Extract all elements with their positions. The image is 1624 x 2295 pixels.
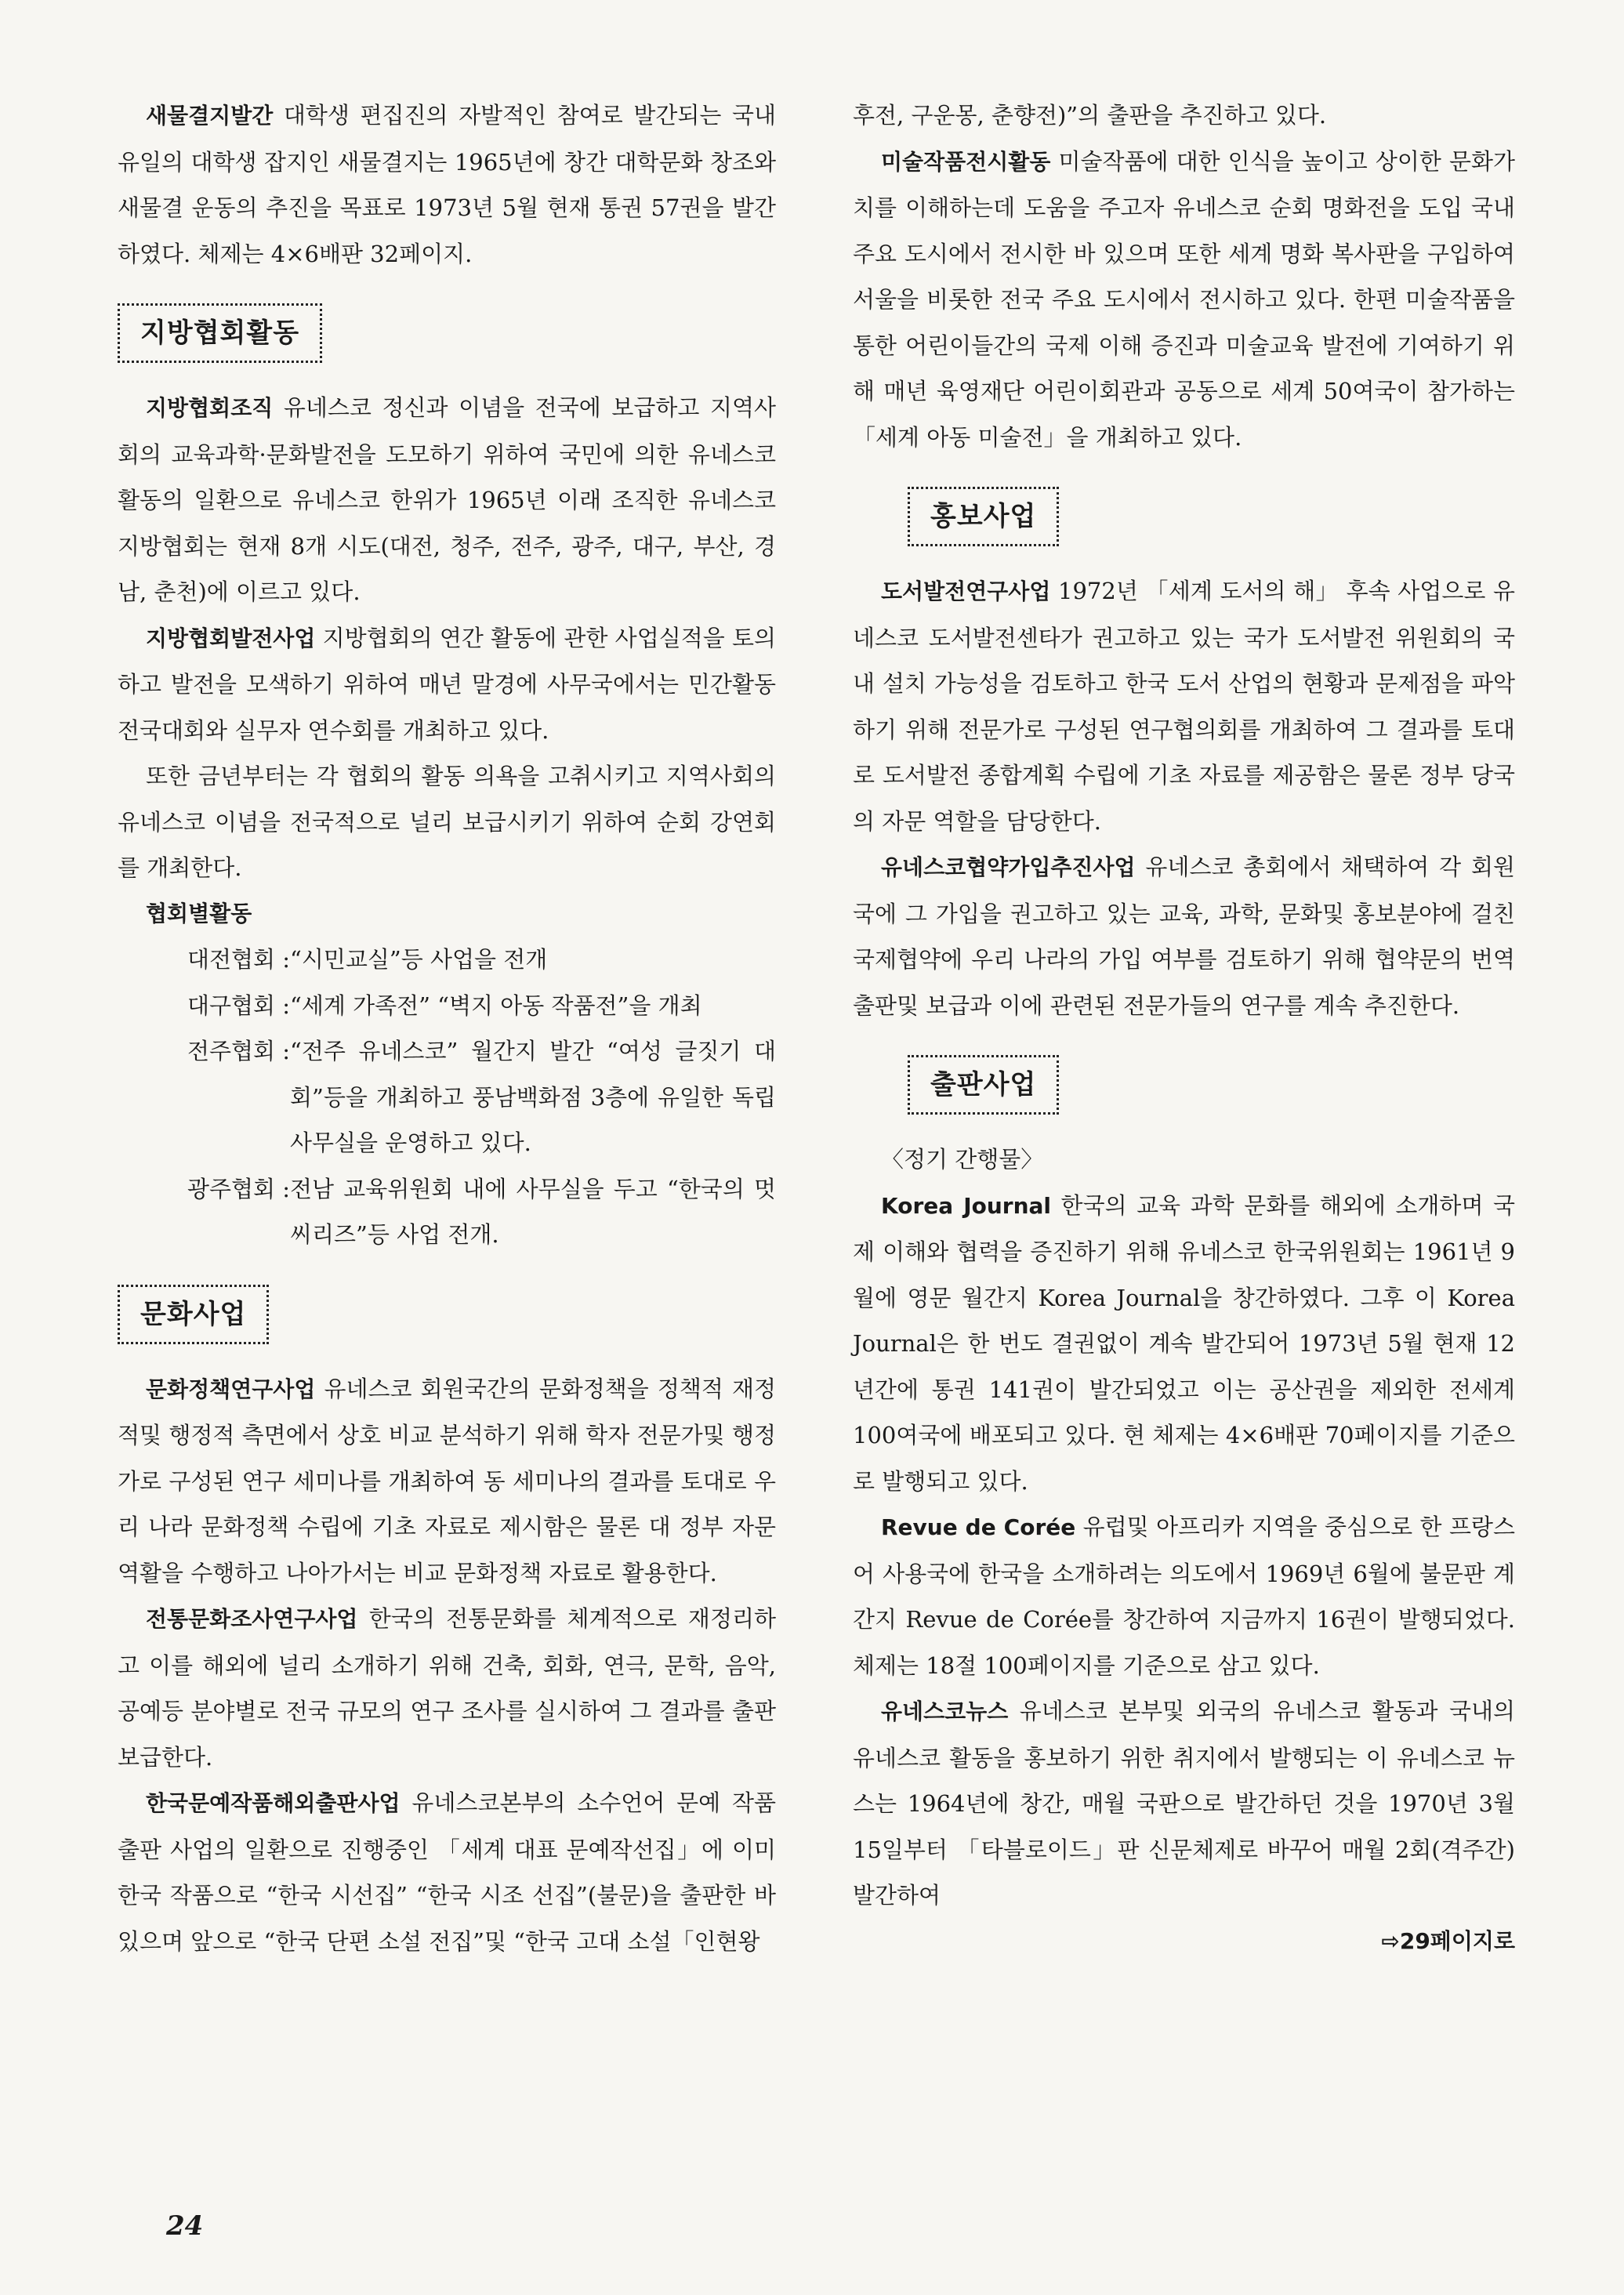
sub-heading: 협회별활동 — [146, 900, 252, 926]
continued-note: ⇨29페이지로 — [1381, 1927, 1515, 1954]
paragraph: 후전, 구운몽, 춘향전)”의 출판을 추진하고 있다. — [853, 102, 1327, 129]
paragraph-title: 유네스코뉴스 — [881, 1699, 1009, 1724]
paragraph: 전통문화조사연구사업 한국의 전통문화를 체계적으로 재정리하고 이를 해외에 널리 소개하기 위해 건축, 회화, 연극, 문학, 음악, 공예등 분야별로 전국 규모의 연구 조사를 실시하여 그 결과를 출판 보급한다. — [118, 1605, 776, 1771]
paragraph: 문화정책연구사업 유네스코 회원국간의 문화정책을 정책적 재정적및 행정적 측면에서 상호 비교 분석하기 위해 학자 전문가및 행정가로 구성된 연구 세미나를 개최하여 동 세미나의 결과를 토대로 우리 나라 문화정책 수립에 기초 자료로 제시함은 물론 대 정부 자문역활을 수행하고 나아가서는 비교 문화정책 자료로 활용한다. — [118, 1375, 776, 1586]
paragraph: 유네스코협약가입추진사업 유네스코 총회에서 채택하여 각 회원국에 그 가입을 권고하고 있는 교육, 과학, 문화및 홍보분야에 걸친 국제협약에 우리 나라의 가입 여부를 검토하기 위해 협약문의 번역 출판및 보급과 이에 관련된 전문가들의 연구를 계속 추진한다. — [853, 854, 1515, 1019]
section-heading-wrap — [118, 1258, 776, 1366]
paragraph: 또한 금년부터는 각 협회의 활동 의욕을 고취시키고 지역사회의 유네스코 이념을 전국적으로 널리 보급시키기 위하여 순회 강연회를 개최한다. — [118, 763, 776, 881]
paragraph: 새물결지발간 대학생 편집진의 자발적인 참여로 발간되는 국내 유일의 대학생 잡지인 새물결지는 1965년에 창간 대학문화 창조와 새물결 운동의 추진을 목표로 1973년 5월 현재 통권 57권을 발간하였다. 체제는 4×6배판 32페이지. — [118, 102, 776, 267]
paragraph-title: 문화정책연구사업 — [146, 1376, 316, 1402]
association-row: 광주협회 : 전남 교육위원회 내에 사무실을 두고 “한국의 멋 씨리즈”등 사업 전개. — [187, 1175, 776, 1248]
association-row: 대전협회 : “시민교실”등 사업을 전개 — [187, 946, 548, 973]
section-heading-wrap — [118, 277, 776, 385]
paragraph: 한국문예작품해외출판사업 유네스코본부의 소수언어 문예 작품 출판 사업의 일환으로 진행중인 「세계 대표 문예작선집」에 이미 한국 작품으로 “한국 시선집” “한국 시조 선집”(불문)을 출판한 바 있으며 앞으로 “한국 단편 소설 전집”및 “한국 고대 소설「인현왕 — [118, 1789, 776, 1955]
association-row: 전주협회 : “전주 유네스코” 월간지 발간 “여성 글짓기 대회”등을 개최하고 풍남백화점 3층에 유일한 독립 사무실을 운영하고 있다. — [187, 1038, 776, 1156]
section-heading: 지방협회활동 — [118, 303, 322, 363]
paragraph-title: 새물결지발간 — [146, 103, 274, 129]
section-heading: 출판사업 — [908, 1055, 1059, 1115]
sub-heading: 〈정기 간행물〉 — [881, 1146, 1044, 1173]
paragraph: 미술작품전시활동 미술작품에 대한 인식을 높이고 상이한 문화가치를 이해하는데 도움을 주고자 유네스코 순회 명화전을 도입 국내 주요 도시에서 전시한 바 있으며 또한 세계 명화 복사판을 구입하여 서울을 비롯한 전국 주요 도시에서 전시하고 있다. 한편 미술작품을 통한 어린이들간의 국제 이해 증진과 미술교육 발전에 기여하기 위해 매년 육영재단 어린이회관과 공동으로 세계 50여국이 참가하는「세계 아동 미술전」을 개최하고 있다. — [853, 147, 1515, 451]
right-column — [853, 92, 1515, 1964]
paragraph: Korea Journal 한국의 교육 과학 문화를 해외에 소개하며 국제 이해와 협력을 증진하기 위해 유네스코 한국위원회는 1961년 9월에 영문 월간지 Korea Journal을 창간하였다. 그후 이 Korea Journal은 한 번도 결권없이 계속 발간되어 1973년 5월 현재 12년간에 통권 141권이 발간되었고 이는 공산권을 제외한 전세계 100여국에 배포되고 있다. 현 체제는 4×6배판 70페이지를 기준으로 발행되고 있다. — [853, 1191, 1515, 1495]
paragraph-title: Revue de Corée — [881, 1514, 1076, 1540]
section-heading: 홍보사업 — [908, 487, 1059, 546]
paragraph-title: Korea Journal — [881, 1192, 1052, 1219]
paragraph-title: 전통문화조사연구사업 — [146, 1606, 358, 1632]
paragraph: 지방협회조직 유네스코 정신과 이념을 전국에 보급하고 지역사회의 교육과학·문화발전을 도모하기 위하여 국민에 의한 유네스코 활동의 일환으로 유네스코 한위가 1965년 이래 조직한 유네스코 지방협회는 현재 8개 시도(대전, 청주, 전주, 광주, 대구, 부산, 경남, 춘천)에 이르고 있다. — [118, 394, 776, 605]
paragraph-title: 미술작품전시활동 — [881, 148, 1051, 175]
paragraph-title: 한국문예작품해외출판사업 — [146, 1790, 401, 1816]
paragraph: Revue de Corée 유럽및 아프리카 지역을 중심으로 한 프랑스어 사용국에 한국을 소개하려는 의도에서 1969년 6월에 불문판 계간지 Revue de Corée를 창간하여 지금까지 16권이 발행되었다. 체제는 18절 100페이지를 기준으로 삼고 있다. — [853, 1514, 1515, 1679]
paragraph-title: 지방협회조직 — [146, 395, 274, 421]
paragraph-title: 유네스코협약가입추진사업 — [881, 854, 1136, 880]
paragraph: 지방협회발전사업 지방협회의 연간 활동에 관한 사업실적을 토의하고 발전을 모색하기 위하여 매년 말경에 사무국에서는 민간활동 전국대회와 실무자 연수회를 개최하고 있다. — [118, 624, 776, 744]
section-heading-wrap — [853, 460, 1515, 568]
paragraph: 유네스코뉴스 유네스코 본부및 외국의 유네스코 활동과 국내의 유네스코 활동을 홍보하기 위한 취지에서 발행되는 이 유네스코 뉴스는 1964년에 창간, 매월 국판으로 발간하던 것을 1970년 3월 15일부터 「타블로이드」판 신문체제로 바꾸어 매월 2회(격주간) 발간하여 — [853, 1698, 1515, 1909]
paragraph: 도서발전연구사업 1972년 「세계 도서의 해」 후속 사업으로 유네스코 도서발전센타가 권고하고 있는 국가 도서발전 위원회의 국내 설치 가능성을 검토하고 한국 도서 산업의 현황과 문제점을 파악하기 위해 전문가로 구성된 연구협의회를 개최하여 그 결과를 토대로 도서발전 종합계획 수립에 기초 자료를 제공함은 물론 정부 당국의 자문 역할을 담당한다. — [853, 578, 1515, 835]
section-heading: 문화사업 — [118, 1285, 269, 1344]
page-number: 24 — [166, 2210, 204, 2242]
paragraph-title: 지방협회발전사업 — [146, 625, 316, 651]
association-row: 대구협회 : “세계 가족전” “벽지 아동 작품전”을 개최 — [187, 992, 702, 1019]
paragraph-title: 도서발전연구사업 — [881, 578, 1051, 604]
left-column — [118, 92, 776, 1964]
section-heading-wrap — [853, 1028, 1515, 1137]
